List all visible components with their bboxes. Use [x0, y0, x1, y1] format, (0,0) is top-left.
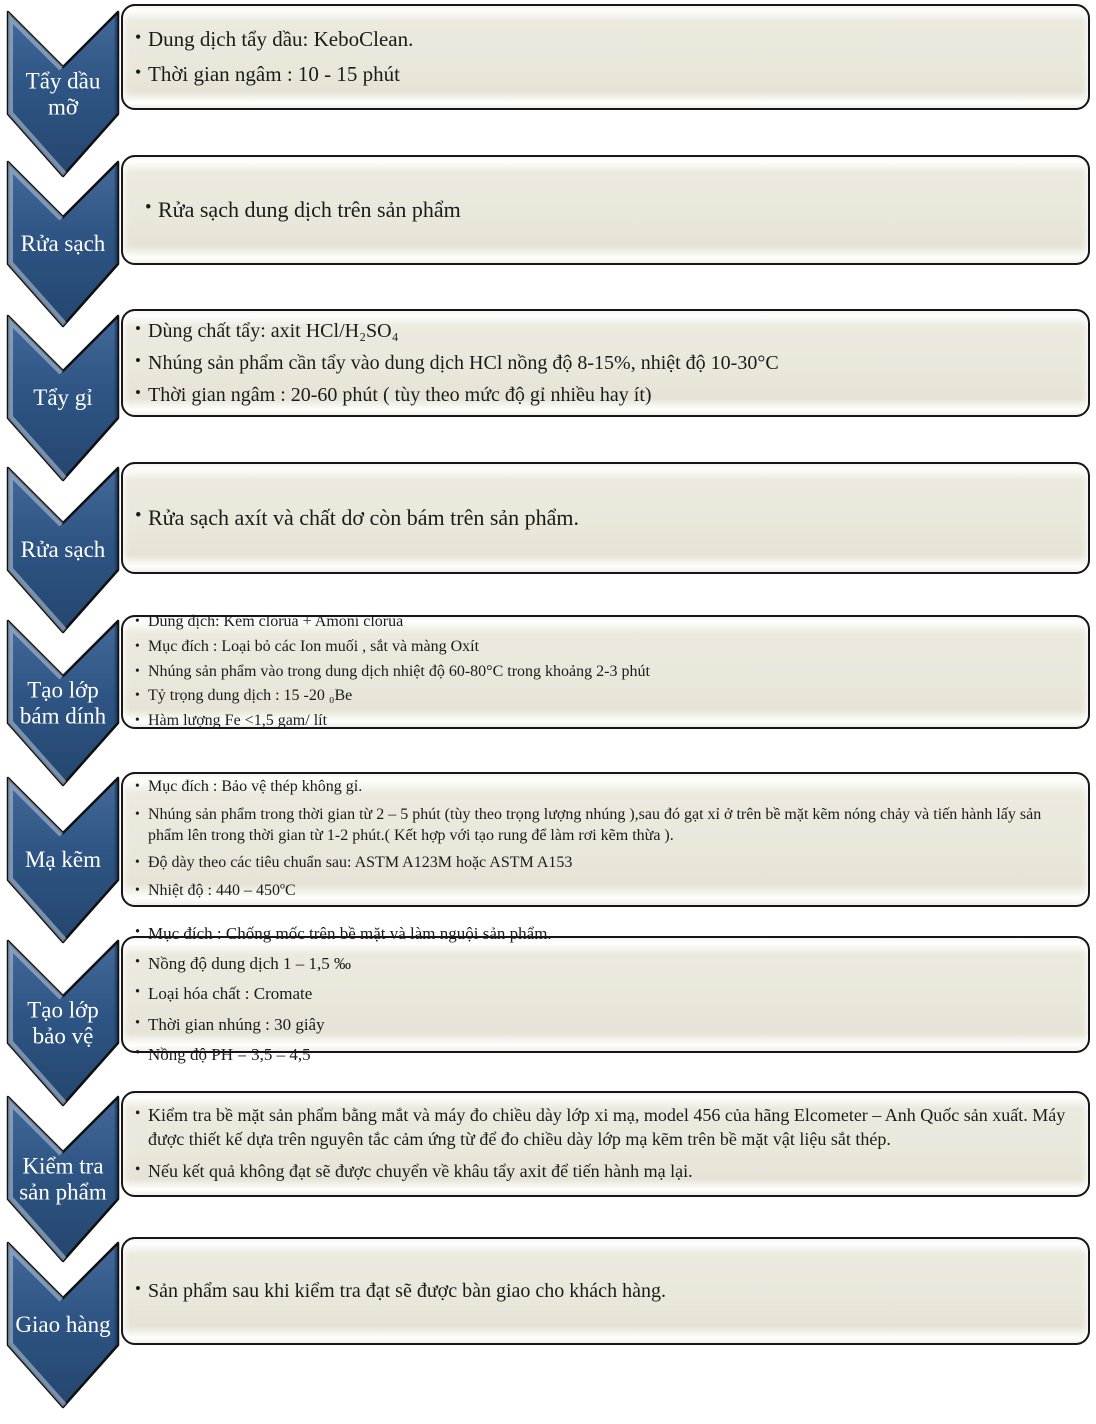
- step-details-box: [121, 4, 1090, 110]
- step-label: Tẩy gỉ: [33, 385, 93, 411]
- step-marker: [6, 1241, 120, 1409]
- step-details-box: [121, 772, 1090, 907]
- bullet-item: • Tỷ trọng dung dịch : 15 -20 ₀Be: [135, 686, 1074, 707]
- step-label: Tẩy dầu mỡ: [25, 68, 101, 119]
- bullet-item: • Rửa sạch dung dịch trên sản phẩm: [145, 196, 1074, 225]
- step-marker: [6, 466, 120, 634]
- bullet-item: • Nồng độ dung dịch 1 – 1,5 ‰: [135, 953, 1074, 975]
- step-details-box: [121, 615, 1090, 729]
- step-label: Rửa sạch: [20, 231, 106, 257]
- bullet-item: • Sản phẩm sau khi kiểm tra đạt sẽ được bàn giao cho khách hàng.: [135, 1278, 1074, 1304]
- bullet-item: • Dung dịch: Kẽm clorua + Amoni clorua: [135, 612, 1074, 633]
- step-details-box: [121, 924, 1090, 1064]
- bullet-item: • Loại hóa chất : Cromate: [135, 983, 1074, 1005]
- bullet-item: • Mục đích : Bảo vệ thép không gỉ.: [135, 777, 1074, 798]
- bullet-item: • Rửa sạch axít và chất dơ còn bám trên sản phẩm.: [135, 504, 1074, 533]
- step-marker: [6, 619, 120, 787]
- bullet-item: • Kiểm tra bề mặt sản phẩm bằng mắt và máy đo chiều dày lớp xi mạ, model 456 của hãng Elcometer – Anh Quốc sản xuất. Máy được thiết kế dựa trên nguyên tắc cảm ứng từ để đo chiều dày lớp mạ kẽm trên bề mặt vật liệu sắt thép.: [135, 1104, 1074, 1151]
- bullet-item: • Nhiệt độ : 440 – 450ºC: [135, 881, 1074, 902]
- bullet-item: • Thời gian ngâm : 20-60 phút ( tùy theo mức độ gỉ nhiều hay ít): [135, 382, 1074, 408]
- step-marker: [6, 939, 120, 1107]
- bullet-item: • Nhúng sản phẩm trong thời gian từ 2 – 5 phút (tùy theo trọng lượng nhúng ),sau đó gạt xỉ ở trên bề mặt kẽm nóng chảy và tiến hành lấy sản phẩm lên trong thời gian từ 1-2 phút.( Kết hợp với tạo rung để làm rơi kẽm thừa ).: [135, 805, 1074, 847]
- step-label: Kiểm tra sản phẩm: [19, 1153, 107, 1204]
- step-details-box: [121, 1091, 1090, 1197]
- bullet-list: [135, 504, 1074, 533]
- bullet-item: • Nhúng sản phẩm cần tẩy vào dung dịch HCl nồng độ 8-15%, nhiệt độ 10-30°C: [135, 350, 1074, 376]
- step-marker: [6, 776, 120, 944]
- step-marker: [6, 10, 120, 178]
- bullet-list: [145, 196, 1074, 225]
- step-details-box: [121, 1237, 1090, 1345]
- bullet-item: • Độ dày theo các tiêu chuẩn sau: ASTM A123M hoặc ASTM A153: [135, 853, 1074, 874]
- bullet-item: • Hàm lượng Fe <1,5 gam/ lít: [135, 711, 1074, 732]
- step-marker: [6, 160, 120, 328]
- step-label: Giao hàng: [15, 1312, 111, 1338]
- bullet-item: • Thời gian nhúng : 30 giây: [135, 1014, 1074, 1036]
- bullet-list: [135, 612, 1074, 732]
- step-label: Tạo lớp bảo vệ: [27, 997, 99, 1048]
- step-label: Rửa sạch: [20, 537, 106, 563]
- step-details-box: [121, 309, 1090, 417]
- bullet-list: [135, 1278, 1074, 1304]
- bullet-item: • Mục đích : Loại bỏ các Ion muối , sắt và màng Oxít: [135, 637, 1074, 658]
- bullet-list: [135, 923, 1074, 1065]
- bullet-list: [135, 777, 1074, 902]
- step-marker: [6, 314, 120, 482]
- step-marker: [6, 1095, 120, 1263]
- bullet-list: [135, 26, 1074, 89]
- bullet-item: • Nhúng sản phẩm vào trong dung dịch nhiệt độ 60-80°C trong khoảng 2-3 phút: [135, 662, 1074, 683]
- bullet-list: [135, 1104, 1074, 1183]
- bullet-item: • Thời gian ngâm : 10 - 15 phút: [135, 61, 1074, 88]
- step-details-box: [121, 155, 1090, 265]
- step-details-box: [121, 462, 1090, 574]
- bullet-item: • Nồng độ PH = 3,5 – 4,5: [135, 1044, 1074, 1066]
- bullet-item: • Dùng chất tẩy: axit HCl/H₂SO₄: [135, 318, 1074, 344]
- bullet-item: • Mục đích : Chống mốc trên bề mặt và làm nguội sản phẩm.: [135, 923, 1074, 945]
- bullet-item: • Dung dịch tẩy dầu: KeboClean.: [135, 26, 1074, 53]
- step-label: Mạ kẽm: [24, 847, 101, 873]
- bullet-item: • Nếu kết quả không đạt sẽ được chuyển về khâu tẩy axit để tiến hành mạ lại.: [135, 1160, 1074, 1183]
- bullet-list: [135, 318, 1074, 408]
- step-label: Tạo lớp bám dính: [19, 677, 107, 728]
